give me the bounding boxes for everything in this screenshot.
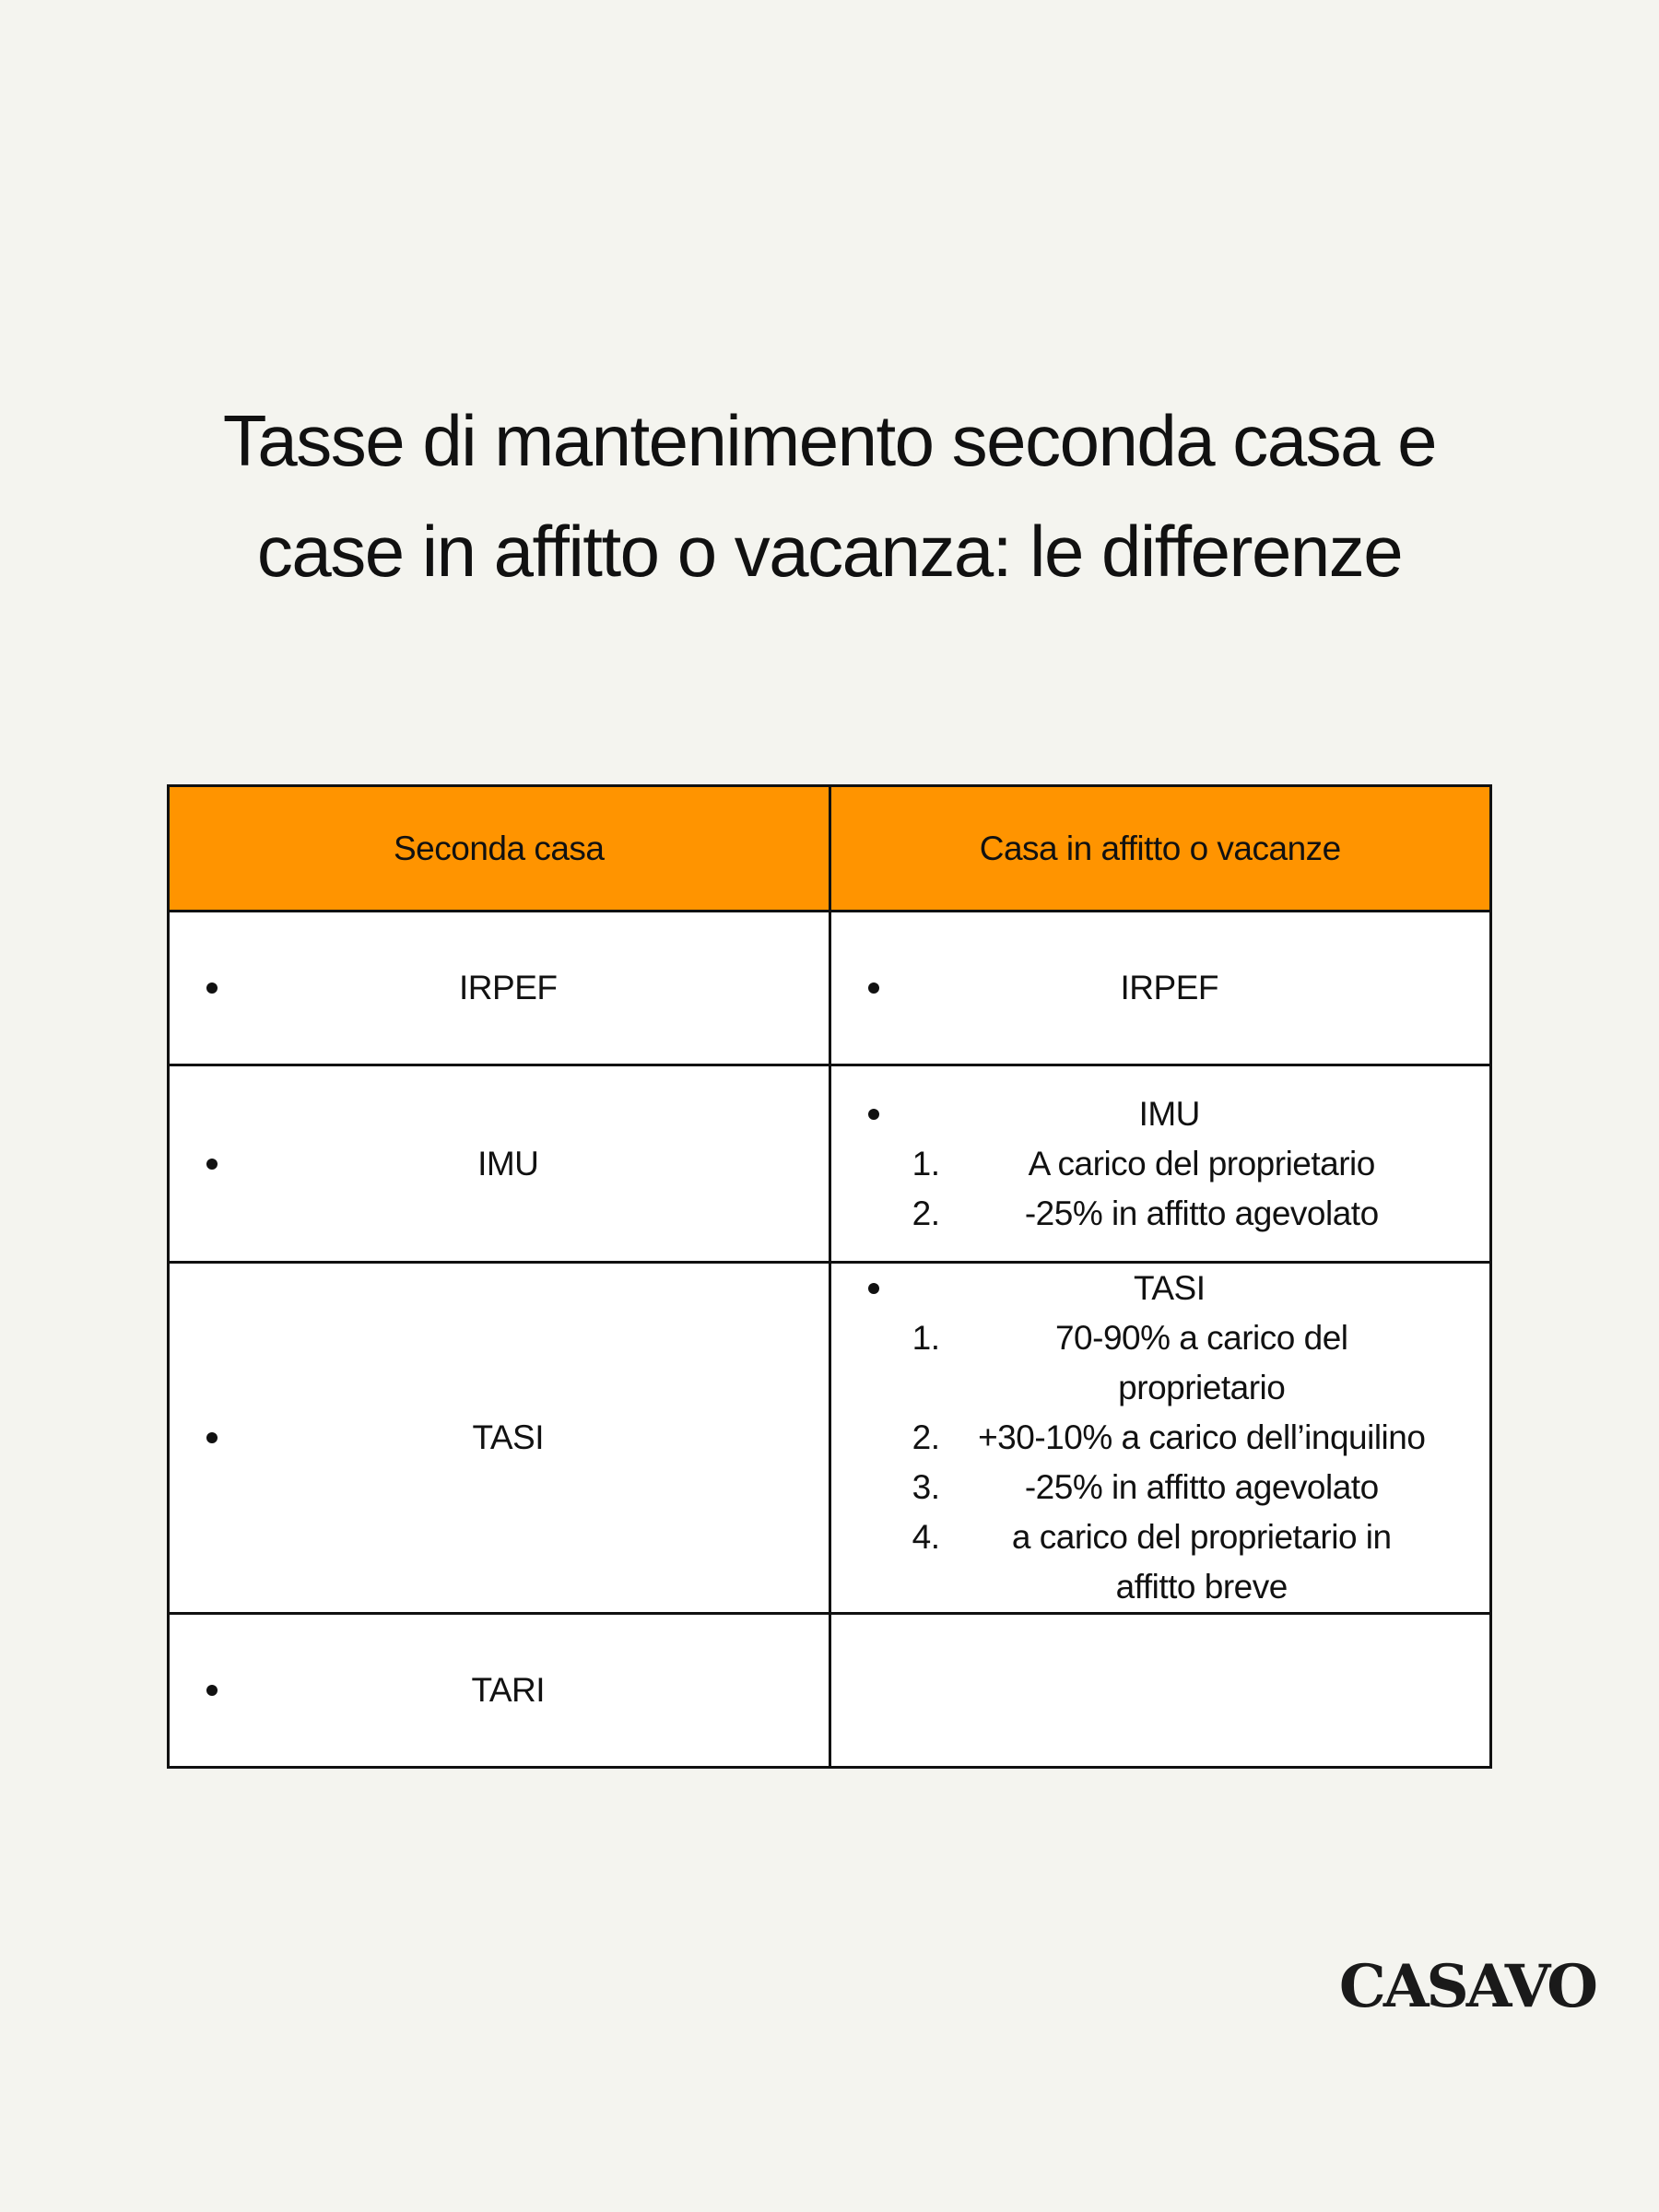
bullet-icon bbox=[206, 982, 218, 994]
item-number: 1. bbox=[912, 1319, 940, 1357]
item-text: 70-90% a carico del proprietario bbox=[1054, 1319, 1348, 1406]
item-number: 2. bbox=[912, 1194, 940, 1232]
table-cell-left bbox=[169, 912, 830, 1065]
item-text: -25% in affitto agevolato bbox=[1024, 1468, 1379, 1506]
table-cell-left bbox=[169, 1263, 830, 1614]
item-text: +30-10% a carico dell’inquilino bbox=[978, 1418, 1426, 1456]
tax-label: TARI bbox=[471, 1671, 546, 1709]
tax-label: IRPEF bbox=[459, 969, 558, 1006]
table-row bbox=[169, 912, 1491, 1065]
page-title bbox=[0, 385, 1659, 606]
header-casa-affitto-vacanze: Casa in affitto o vacanze bbox=[830, 786, 1491, 912]
list-item bbox=[868, 963, 1435, 1013]
numbered-item bbox=[868, 1189, 1435, 1239]
table-header-row bbox=[169, 786, 1491, 912]
item-number: 1. bbox=[912, 1144, 940, 1182]
bullet-icon bbox=[868, 1109, 879, 1120]
table-row bbox=[169, 1065, 1491, 1263]
item-number: 3. bbox=[912, 1468, 940, 1506]
list-item bbox=[868, 1089, 1435, 1139]
tax-label: TASI bbox=[1134, 1269, 1206, 1307]
item-number: 4. bbox=[912, 1518, 940, 1556]
bullet-icon bbox=[206, 1685, 218, 1696]
tax-label: IRPEF bbox=[1120, 969, 1218, 1006]
bullet-icon bbox=[868, 1283, 879, 1294]
item-text: A carico del proprietario bbox=[1028, 1144, 1375, 1182]
list-item bbox=[206, 1413, 773, 1463]
item-text: -25% in affitto agevolato bbox=[1024, 1194, 1379, 1232]
title-line-2: case in affitto o vacanza: le differenze bbox=[256, 511, 1403, 592]
bullet-icon bbox=[868, 982, 879, 994]
list-item bbox=[868, 1264, 1435, 1313]
header-seconda-casa: Seconda casa bbox=[169, 786, 830, 912]
bullet-icon bbox=[206, 1159, 218, 1170]
item-text: a carico del proprietario in affitto breve bbox=[1011, 1518, 1392, 1606]
comparison-table bbox=[167, 784, 1492, 1769]
tax-label: IMU bbox=[477, 1144, 539, 1182]
numbered-item bbox=[868, 1413, 1435, 1463]
bullet-icon bbox=[206, 1432, 218, 1443]
tax-label: IMU bbox=[1138, 1094, 1200, 1133]
table-row bbox=[169, 1263, 1491, 1614]
title-line-1: Tasse di mantenimento seconda casa e bbox=[222, 400, 1437, 481]
tax-label: TASI bbox=[472, 1418, 544, 1456]
list-item bbox=[206, 1665, 773, 1715]
table-row bbox=[169, 1614, 1491, 1768]
numbered-item bbox=[868, 1313, 1435, 1413]
list-item bbox=[206, 1139, 773, 1189]
list-item bbox=[206, 963, 773, 1013]
casavo-logo: CASAVO bbox=[1338, 1952, 1595, 2021]
numbered-item bbox=[868, 1512, 1435, 1612]
table-cell-right bbox=[830, 1263, 1491, 1614]
table-cell-right-empty bbox=[830, 1614, 1491, 1768]
table-cell-left bbox=[169, 1614, 830, 1768]
numbered-item bbox=[868, 1139, 1435, 1189]
table-cell-left bbox=[169, 1065, 830, 1263]
item-number: 2. bbox=[912, 1418, 940, 1456]
numbered-item bbox=[868, 1463, 1435, 1512]
table-cell-right bbox=[830, 912, 1491, 1065]
table-cell-right bbox=[830, 1065, 1491, 1263]
